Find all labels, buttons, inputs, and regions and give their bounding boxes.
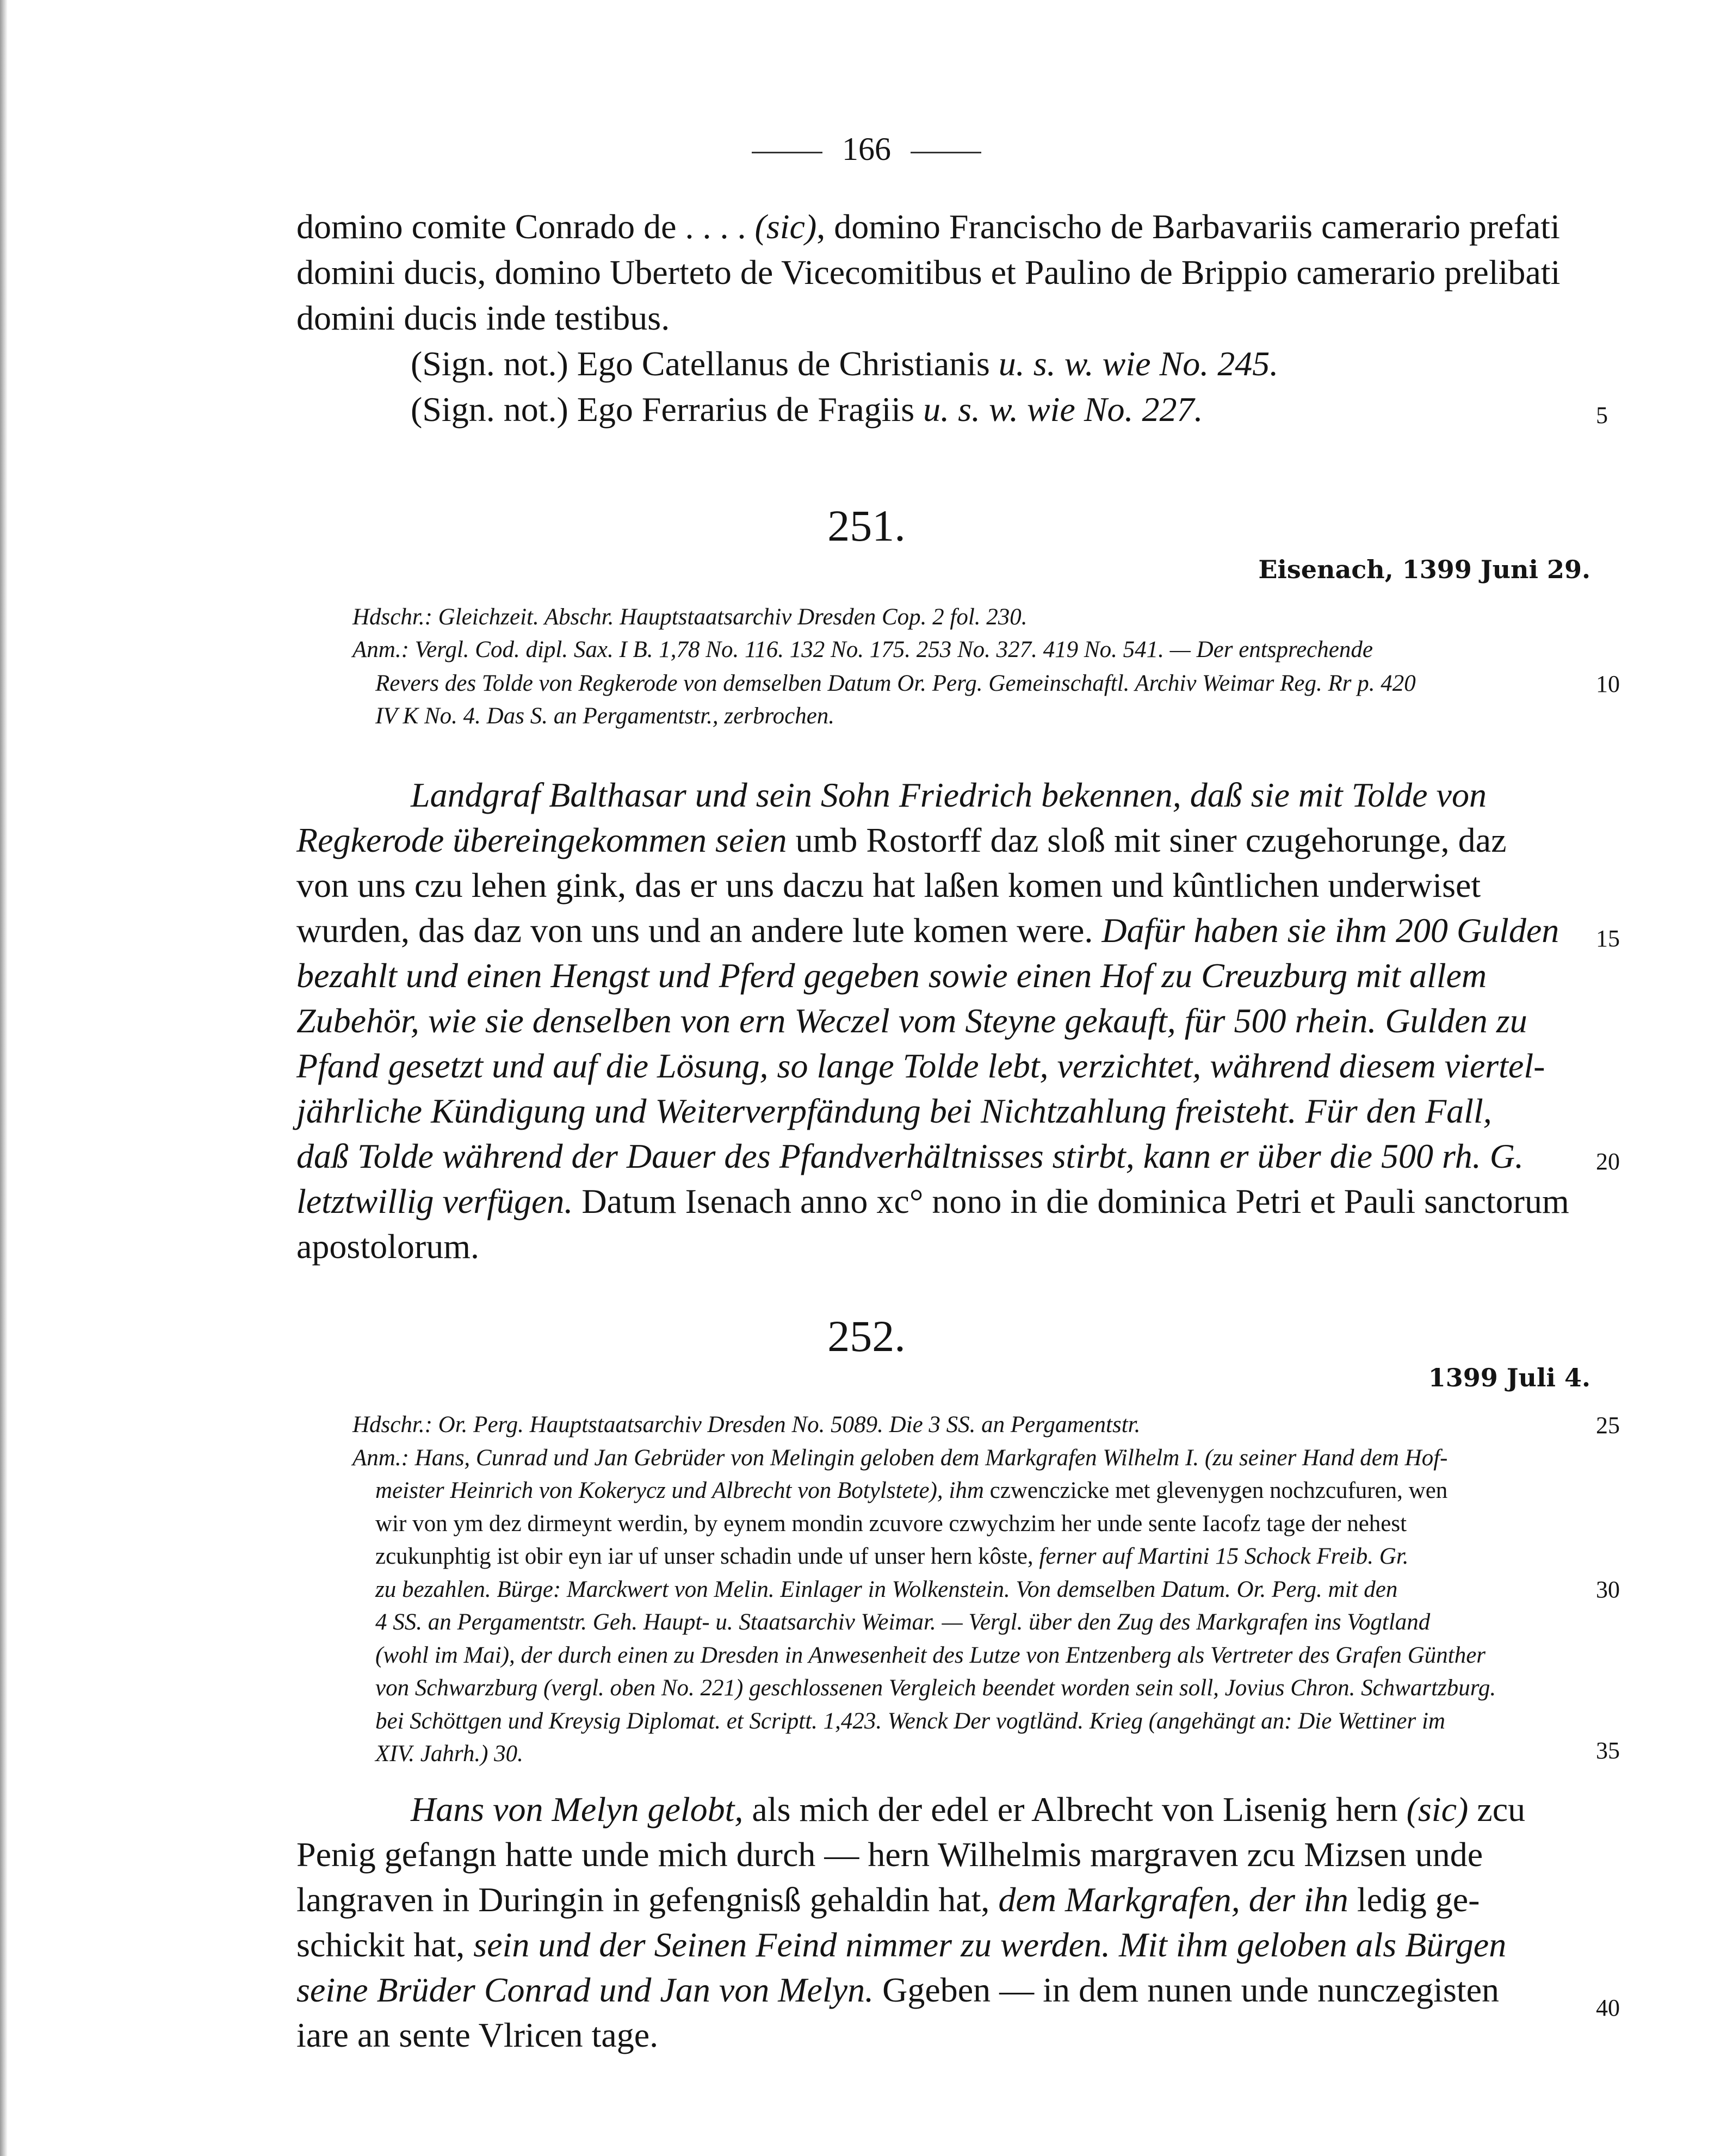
body-252-line-4: [296, 1925, 1506, 1965]
roman-text: von uns czu lehen gink, das er uns daczu hat laßen komen und kûntlichen underwiset: [296, 866, 1481, 904]
body-252-line-3: [296, 1880, 1480, 1920]
italic-text: XIV. Jahrh.) 30.: [375, 1741, 523, 1767]
document-number-252: 252.: [827, 1311, 906, 1361]
note-252-line-9: [375, 1675, 1496, 1701]
roman-text: umb Rostorff daz sloß mit siner czugehorunge, daz: [787, 821, 1507, 859]
italic-text: meister Heinrich von Kokerycz und Albrecht von Botylstete), ihm: [375, 1478, 984, 1503]
italic-text: Hdschr.: Or. Perg. Hauptstaatsarchiv Dresden No. 5089. Die 3 SS. an Pergamentstr.: [352, 1412, 1141, 1438]
rule-left: [752, 152, 822, 153]
body-251-line-9: [296, 1136, 1524, 1176]
document-number-251: 251.: [827, 501, 906, 550]
body-251-line-3: [296, 865, 1481, 906]
body-252-line-2: [296, 1835, 1483, 1875]
page-number: 166: [842, 131, 891, 167]
signature-line-2: (Sign. not.) Ego Ferrarius de Fragiis u. s. w. wie No. 227.: [411, 390, 1203, 429]
body-252-line-6: [296, 2015, 658, 2055]
roman-text: Datum Isenach anno xc° nono in die dominica Petri et Pauli sanctorum: [573, 1182, 1569, 1221]
italic-text: zu bezahlen. Bürge: Marckwert von Melin. Einlager in Wolkenstein. Von demselben Datum. Or. Perg. mit den: [375, 1576, 1398, 1602]
italic-text: sein und der Seinen Feind nimmer zu werden. Mit ihm geloben als Bürgen: [473, 1925, 1507, 1964]
note-252-line-1: [352, 1411, 1140, 1438]
italic-text: (wohl im Mai), der durch einen zu Dresden in Anwesenheit des Lutze von Entzenberg als Vertreter des Grafen Günther: [375, 1642, 1486, 1668]
page-number-line: [0, 131, 1733, 168]
margin-line-number: 40: [1596, 1994, 1620, 2021]
italic-text: Pfand gesetzt und auf die Lösung, so lange Tolde lebt, verzichtet, während diesem viertel-: [296, 1046, 1545, 1085]
italic-text: jährliche Kündigung und Weiterverpfändung bei Nichtzahlung freisteht. Für den Fall,: [296, 1092, 1492, 1130]
roman-text: zcukunphtig ist obir eyn iar uf unser schadin unde uf unser hern kôste,: [375, 1544, 1039, 1569]
place-date-252: 1399 Juli 4.: [1428, 1363, 1590, 1392]
italic-text: (sic): [1406, 1790, 1469, 1829]
body-251-line-4: [296, 910, 1559, 951]
note-252-line-8: [375, 1642, 1486, 1669]
body-251-line-1: [411, 775, 1487, 815]
note-251-3: Revers des Tolde von Regkerode von demselben Datum Or. Perg. Gemeinschaftl. Archiv Weimar Reg. Rr p. 420: [375, 671, 1416, 696]
note-252-line-5: [375, 1543, 1409, 1570]
italic-text: dem Markgrafen, der ihn: [998, 1880, 1348, 1919]
roman-text: iare an sente Vlricen tage.: [296, 2016, 659, 2054]
roman-text: czwenczicke met glevenygen nochzcufuren, wen: [983, 1478, 1448, 1503]
roman-text: zcu: [1468, 1790, 1526, 1829]
note-252-line-4: [375, 1510, 1407, 1537]
body-251-line-10: [296, 1181, 1569, 1222]
body-251-line-6: [296, 1001, 1527, 1041]
italic-text: Hans von Melyn gelobt,: [411, 1790, 744, 1829]
italic-text: Zubehör, wie sie denselben von ern Weczel vom Steyne gekauft, für 500 rhein. Gulden zu: [296, 1001, 1527, 1040]
margin-line-number: 30: [1596, 1576, 1620, 1603]
italic-text: bei Schöttgen und Kreysig Diplomat. et Scriptt. 1,423. Wenck Der vogtländ. Krieg (angehängt an: Die Wettiner im: [375, 1708, 1445, 1734]
note-252-line-11: [375, 1740, 523, 1767]
top-line-3: domini ducis inde testibus.: [296, 299, 670, 337]
margin-line-number: 10: [1596, 671, 1620, 697]
note-252-line-10: [375, 1708, 1445, 1734]
margin-line-number: 25: [1596, 1412, 1620, 1439]
roman-text: ledig ge-: [1348, 1880, 1480, 1919]
body-251-line-11: [296, 1226, 479, 1267]
roman-text: wir von ym dez dirmeynt werdin, by eynem mondin zcuvore czwychzim her unde sente Iacofz tage der nehest: [375, 1510, 1407, 1537]
margin-line-number: 20: [1596, 1148, 1620, 1175]
italic-text: Landgraf Balthasar und sein Sohn Friedrich bekennen, daß sie mit Tolde von: [411, 776, 1487, 814]
body-251-line-2: [296, 820, 1506, 860]
note-252-line-7: [375, 1609, 1430, 1635]
italic-text: 4 SS. an Pergamentstr. Geh. Haupt- u. Staatsarchiv Weimar. — Vergl. über den Zug des Markgrafen ins Vogtland: [375, 1609, 1431, 1635]
roman-text: schickit hat,: [296, 1925, 474, 1964]
margin-line-number: 5: [1596, 402, 1608, 429]
roman-text: als mich der edel er Albrecht von Lisenig hern: [743, 1790, 1407, 1829]
roman-text: wurden, das daz von uns und an andere lute komen were.: [296, 911, 1102, 950]
italic-text: Dafür haben sie ihm 200 Gulden: [1101, 911, 1559, 950]
top-line-1: domino comite Conrado de . . . . (sic), domino Francischo de Barbavariis camerario prefati: [296, 207, 1560, 246]
italic-text: daß Tolde während der Dauer des Pfandverhältnisses stirbt, kann er über die 500 rh. G.: [296, 1137, 1524, 1175]
body-252-line-1: [411, 1789, 1525, 1830]
rule-right: [911, 152, 981, 153]
roman-text: Penig gefangn hatte unde mich durch — hern Wilhelmis margraven zcu Mizsen unde: [296, 1835, 1483, 1874]
note-252-line-6: [375, 1576, 1397, 1603]
italic-text: ferner auf Martini 15 Schock Freib. Gr.: [1039, 1544, 1409, 1569]
italic-text: Anm.: Hans, Cunrad und Jan Gebrüder von Melingin geloben dem Markgrafen Wilhelm I. (zu seiner Hand dem Hof-: [352, 1445, 1448, 1471]
margin-line-number: 35: [1596, 1737, 1620, 1764]
margin-line-number: 15: [1596, 925, 1620, 952]
note-251-4: IV K No. 4. Das S. an Pergamentstr., zerbrochen.: [375, 703, 835, 729]
note-252-line-3: [375, 1477, 1447, 1504]
roman-text: apostolorum.: [296, 1227, 479, 1266]
place-date-251: Eisenach, 1399 Juni 29.: [1258, 555, 1590, 584]
body-252-line-5: [296, 1970, 1499, 2010]
italic-text: von Schwarzburg (vergl. oben No. 221) geschlossenen Vergleich beendet worden sein soll, Jovius Chron. Schwartzburg.: [375, 1675, 1496, 1701]
signature-line-1: (Sign. not.) Ego Catellanus de Christianis u. s. w. wie No. 245.: [411, 344, 1279, 383]
body-251-line-5: [296, 956, 1487, 996]
note-252-line-2: [352, 1445, 1448, 1471]
body-251-line-7: [296, 1046, 1545, 1086]
roman-text: Ggeben — in dem nunen unde nunczegisten: [874, 1971, 1500, 2009]
roman-text: langraven in Duringin in gefengnisß gehaldin hat,: [296, 1880, 999, 1919]
scan-edge-shadow: [0, 0, 8, 2156]
note-251-2: Anm.: Vergl. Cod. dipl. Sax. I B. 1,78 No. 116. 132 No. 175. 253 No. 327. 419 No. 541. — Der entsprechende: [352, 637, 1373, 662]
note-251-1: Hdschr.: Gleichzeit. Abschr. Hauptstaatsarchiv Dresden Cop. 2 fol. 230.: [352, 604, 1028, 630]
italic-text: bezahlt und einen Hengst und Pferd gegeben sowie einen Hof zu Creuzburg mit allem: [296, 956, 1487, 995]
body-251-line-8: [296, 1091, 1492, 1131]
italic-text: Regkerode übereingekommen seien: [296, 821, 787, 859]
italic-text: seine Brüder Conrad und Jan von Melyn.: [296, 1971, 874, 2009]
top-line-2: domini ducis, domino Uberteto de Vicecomitibus et Paulino de Brippio camerario prelibati: [296, 253, 1561, 292]
italic-text: letztwillig verfügen.: [296, 1182, 573, 1221]
